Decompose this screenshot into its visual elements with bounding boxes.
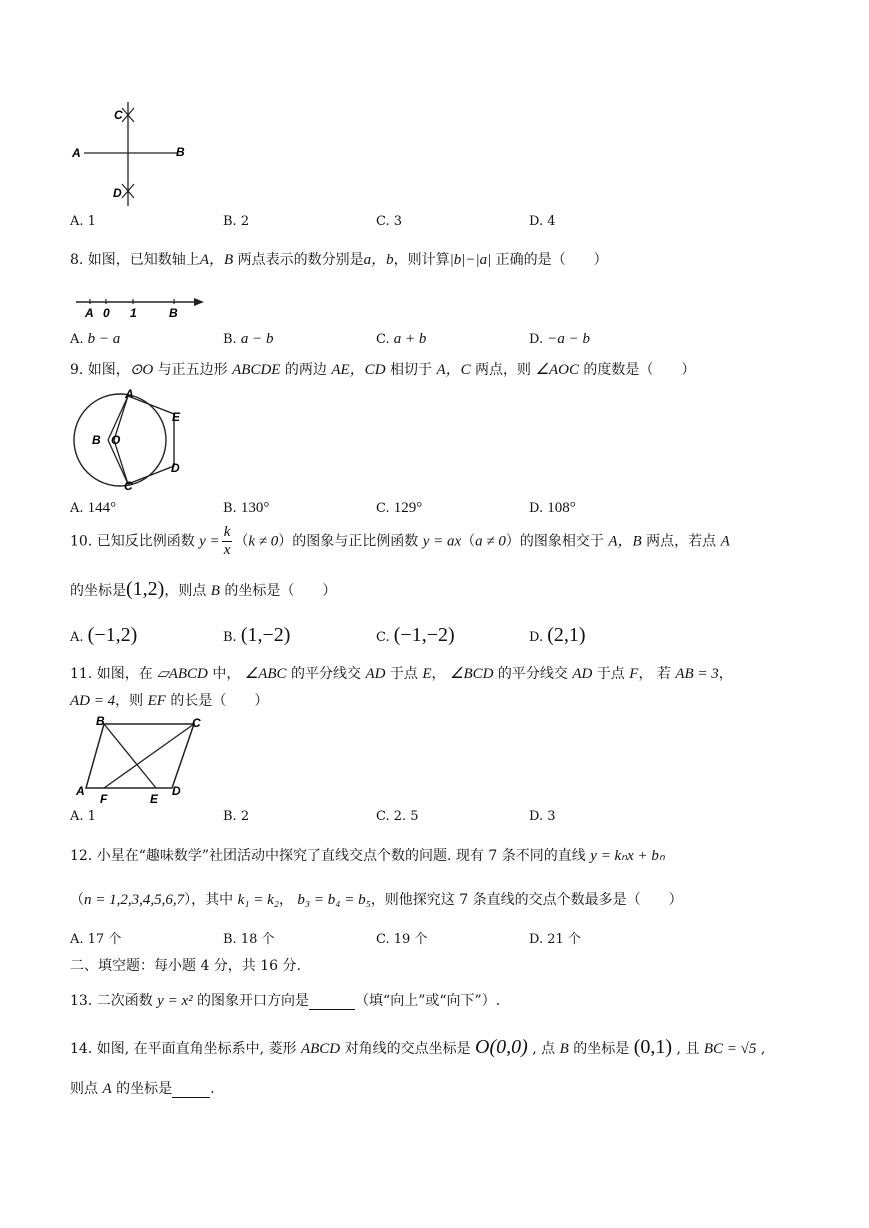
q11-option-b: B. 2 [223, 809, 250, 824]
q8-label-b: B [169, 306, 178, 320]
q10-option-c: C. (−1,−2) [376, 624, 455, 646]
q9-label-d: D [171, 461, 180, 475]
q11-figure [74, 712, 204, 806]
q11-label-e: E [150, 792, 159, 806]
q7-label-d: D [113, 186, 122, 200]
q14-line1: 14. 如图, 在平面直角坐标系中, 菱形 ABCD 对角线的交点坐标是 O(0,0) , 点 B 的坐标是 (0,1) , 且 BC = √5 , [70, 1036, 766, 1058]
q11-option-a: A. 1 [70, 809, 96, 824]
q12-line2: （n = 1,2,3,4,5,6,7），其中 k₁ = k₂， b₃ = b₄ = b₅，则他探究这 7 条直线的交点个数最多是（ ） [70, 892, 683, 908]
q12-line1: 12. 小星在“趣味数学”社团活动中探究了直线交点个数的问题. 现有 7 条不同的直线 y = kₙx + bₙ [70, 848, 665, 864]
q7-label-c: C [114, 108, 123, 122]
q12-option-a: A. 17 个 [70, 932, 122, 947]
q9-label-b: B [92, 433, 101, 447]
q12-option-d: D. 21 个 [529, 932, 581, 947]
q9-option-d: D. 108° [529, 500, 576, 516]
q8-label-a: A [85, 306, 94, 320]
q11-label-b: B [96, 714, 105, 728]
q9-figure [70, 388, 200, 494]
q8-option-a: A. b − a [70, 331, 121, 347]
q12-option-b: B. 18 个 [223, 932, 275, 947]
q11-option-c: C. 2. 5 [376, 809, 419, 824]
q9-option-b: B. 130° [223, 500, 270, 516]
q8-label-one: 1 [130, 306, 137, 320]
q7-figure [70, 98, 200, 210]
q8-option-c: C. a + b [376, 331, 427, 347]
q13-stem: 13. 二次函数 y = x² 的图象开口方向是 （填“向上”或“向下”）. [70, 993, 501, 1009]
q7-option-b: B. 2 [223, 214, 250, 229]
q10-line1: 10. 已知反比例函数 y = $\frac{k}{x}$ （k ≠ 0）的图象与正比例函数 y = ax（a ≠ 0）的图象相交于 A，B 两点，若点 A [70, 524, 730, 558]
q8-label-zero: 0 [103, 306, 110, 320]
q9-label-o: O [111, 433, 121, 447]
q11-label-d: D [172, 784, 181, 798]
q11-option-d: D. 3 [529, 809, 556, 824]
q7-option-a: A. 1 [70, 214, 96, 229]
q7-label-a: A [72, 146, 81, 160]
q9-option-c: C. 129° [376, 500, 423, 516]
q11-line2: AD = 4，则 EF 的长是（ ） [70, 693, 269, 709]
q8-number-line [72, 292, 207, 320]
q9-stem: 9. 如图，⊙O 与正五边形 ABCDE 的两边 AE，CD 相切于 A，C 两点，则 ∠AOC 的度数是（ ） [70, 362, 696, 378]
section-heading: 二、填空题：每小题 4 分，共 16 分. [70, 958, 301, 974]
q9-label-e: E [172, 410, 181, 424]
q11-label-f: F [100, 792, 108, 806]
q11-line1: 11. 如图，在 ▱ABCD 中， ∠ABC 的平分线交 AD 于点 E， ∠BCD 的平分线交 AD 于点 F， 若 AB = 3， [70, 666, 733, 682]
q8-option-d: D. −a − b [529, 331, 590, 347]
q9-label-c: C [124, 479, 133, 493]
q10-line2: 的坐标是(1,2)，则点 B 的坐标是（ ） [70, 578, 337, 600]
q8-stem: 8. 如图，已知数轴上A，B 两点表示的数分别是a，b，则计算|b|−|a| 正确的是（ ） [70, 252, 608, 268]
q9-label-a: A [125, 388, 134, 401]
q7-label-b: B [176, 145, 185, 159]
q11-label-a: A [76, 784, 85, 798]
q14-line2: 则点 A 的坐标是 . [70, 1081, 215, 1097]
q14-answer-blank[interactable] [172, 1081, 210, 1098]
q7-option-d: D. 4 [529, 214, 556, 229]
q9-option-a: A. 144° [70, 500, 117, 516]
q10-option-d: D. (2,1) [529, 624, 586, 646]
q12-option-c: C. 19 个 [376, 932, 428, 947]
q8-option-b: B. a − b [223, 331, 274, 347]
q10-fraction: $\frac{k}{x}$ [223, 524, 231, 558]
q10-option-b: B. (1,−2) [223, 624, 291, 646]
q13-answer-blank[interactable] [309, 993, 355, 1010]
q7-option-c: C. 3 [376, 214, 403, 229]
q11-label-c: C [192, 716, 201, 730]
q10-option-a: A. (−1,2) [70, 624, 138, 646]
